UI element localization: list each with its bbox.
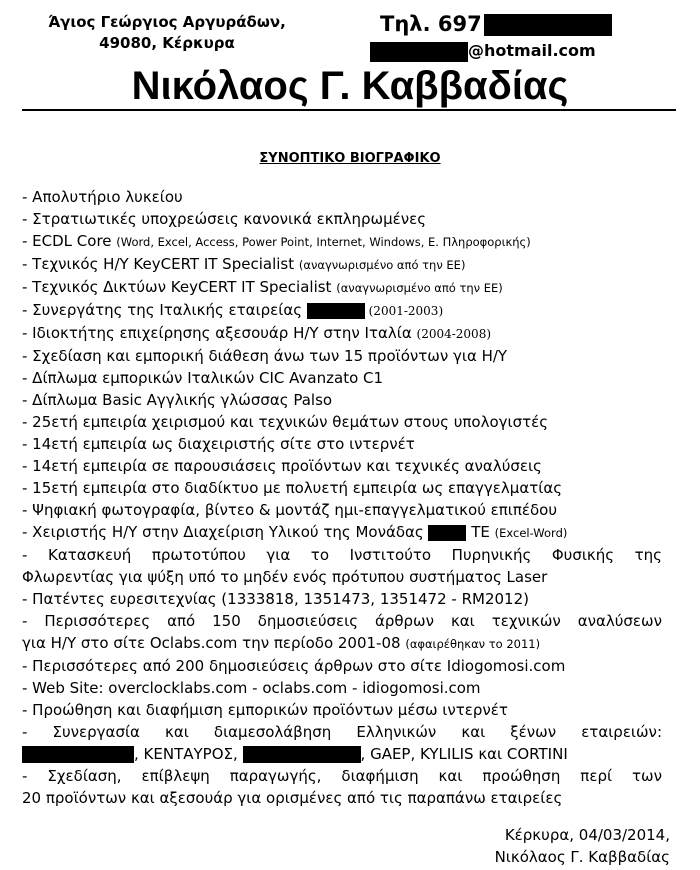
list-item: - ECDL Core (Word, Excel, Access, Power Point, Internet, Windows, Ε. Πληροφορικής) [22, 232, 531, 250]
author-name: Νικόλαος Γ. Καββαδίας [131, 64, 569, 108]
signature-name: Νικόλαος Γ. Καββαδίας [494, 848, 670, 866]
list-item: - Απολυτήριο λυκείου [22, 188, 183, 206]
list-item: - Ιδιοκτήτης επιχείρησης αξεσουάρ Η/Υ στην Ιταλία (2004-2008) [22, 324, 492, 342]
list-item: - 15ετή εμπειρία στο διαδίκτυο με πολυετή εμπειρία ως επαγγελματίας [22, 479, 563, 497]
list-item: - Δίπλωμα εμπορικών Ιταλικών CIC Avanzato C1 [22, 369, 384, 387]
address-block [42, 12, 292, 54]
header-divider [22, 109, 676, 111]
email [370, 41, 596, 62]
list-item: - 14ετή εμπειρία σε παρουσιάσεις προϊόντων και τεχνικές αναλύσεις [22, 457, 542, 475]
list-item: - Τεχνικός Η/Υ KeyCERT IT Specialist (αναγνωρισμένο από την ΕΕ) [22, 255, 466, 273]
list-item-continuation: για Η/Υ στο σίτε Oclabs.com την περίοδο 2001-08 (αφαιρέθηκαν το 2011) [22, 634, 541, 652]
address-line-2: 49080, Κέρκυρα [99, 34, 235, 52]
list-item: - 14ετή εμπειρία ως διαχειριστής σίτε στο ιντερνέτ [22, 435, 415, 453]
signature-place-date: Κέρκυρα, 04/03/2014, [504, 826, 670, 844]
list-item-continuation: , ΚΕΝΤΑΥΡΟΣ, , GAEP, KYLILIS και CORTINI [22, 743, 662, 765]
address-line-1: Άγιος Γεώργιος Αργυράδων, [48, 13, 286, 31]
signature-block [495, 824, 670, 868]
list-item: - Περισσότερες από 200 δημοσιεύσεις άρθρων στο σίτε Idiogomosi.com [22, 657, 566, 675]
phone-prefix: Τηλ. 697 [380, 12, 482, 36]
list-item: - Χειριστής Η/Υ στην Διαχείριση Υλικού της Μονάδας ΤΕ (Excel-Word) [22, 523, 568, 541]
list-item: - Συνεργάτης της Ιταλικής εταιρείας (2001-2003) [22, 301, 444, 319]
email-suffix: @hotmail.com [468, 41, 596, 60]
list-item: - Προώθηση και διαφήμιση εμπορικών προϊόντων μέσω ιντερνέτ [22, 701, 508, 719]
list-item: - Στρατιωτικές υποχρεώσεις κανονικά εκπληρωμένες [22, 210, 427, 228]
list-item: - Συνεργασία και διαμεσολάβηση Ελληνικών και ξένων εταιρειών: [22, 723, 662, 741]
list-item: - Τεχνικός Δικτύων KeyCERT IT Specialist (αναγνωρισμένο από την ΕΕ) [22, 278, 503, 296]
list-item-continuation: 20 προϊόντων και αξεσουάρ για ορισμένες από τις παραπάνω εταιρείες [22, 789, 563, 807]
email-redaction [370, 42, 468, 62]
phone-redaction [484, 14, 612, 36]
unit-redaction [428, 525, 466, 541]
company-redaction [307, 303, 365, 319]
section-heading: ΣΥΝΟΠΤΙΚΟ ΒΙΟΓΡΑΦΙΚΟ [259, 151, 441, 166]
list-item-continuation: Φλωρεντίας για ψύξη υπό το μηδέν ενός πρότυπου συστήματος Laser [22, 568, 548, 586]
list-item: - Περισσότερες από 150 δημοσιεύσεις άρθρων και τεχνικών αναλύσεων [22, 612, 662, 630]
partner-redaction [243, 746, 361, 763]
list-item: - Ψηφιακή φωτογραφία, βίντεο & μοντάζ ημι-επαγγελματικού επιπέδου [22, 501, 558, 519]
phone [380, 12, 612, 36]
list-item: - Κατασκευή πρωτοτύπου για το Ινστιτούτο Πυρηνικής Φυσικής της [22, 546, 662, 564]
list-item: - 25ετή εμπειρία χειρισμού και τεχνικών θεμάτων στους υπολογιστές [22, 413, 549, 431]
list-item: - Σχεδίαση και εμπορική διάθεση άνω των 15 προϊόντων για Η/Υ [22, 347, 508, 365]
list-item: - Web Site: overclocklabs.com - oclabs.com - idiogomosi.com [22, 679, 481, 697]
list-item: - Σχεδίαση, επίβλεψη παραγωγής, διαφήμιση και προώθηση περί των [22, 767, 662, 785]
cv-list [22, 186, 662, 809]
partner-redaction [22, 746, 134, 763]
list-item: - Δίπλωμα Basic Αγγλικής γλώσσας Palso [22, 391, 333, 409]
list-item: - Πατέντες ευρεσιτεχνίας (1333818, 1351473, 1351472 - RM2012) [22, 590, 529, 608]
